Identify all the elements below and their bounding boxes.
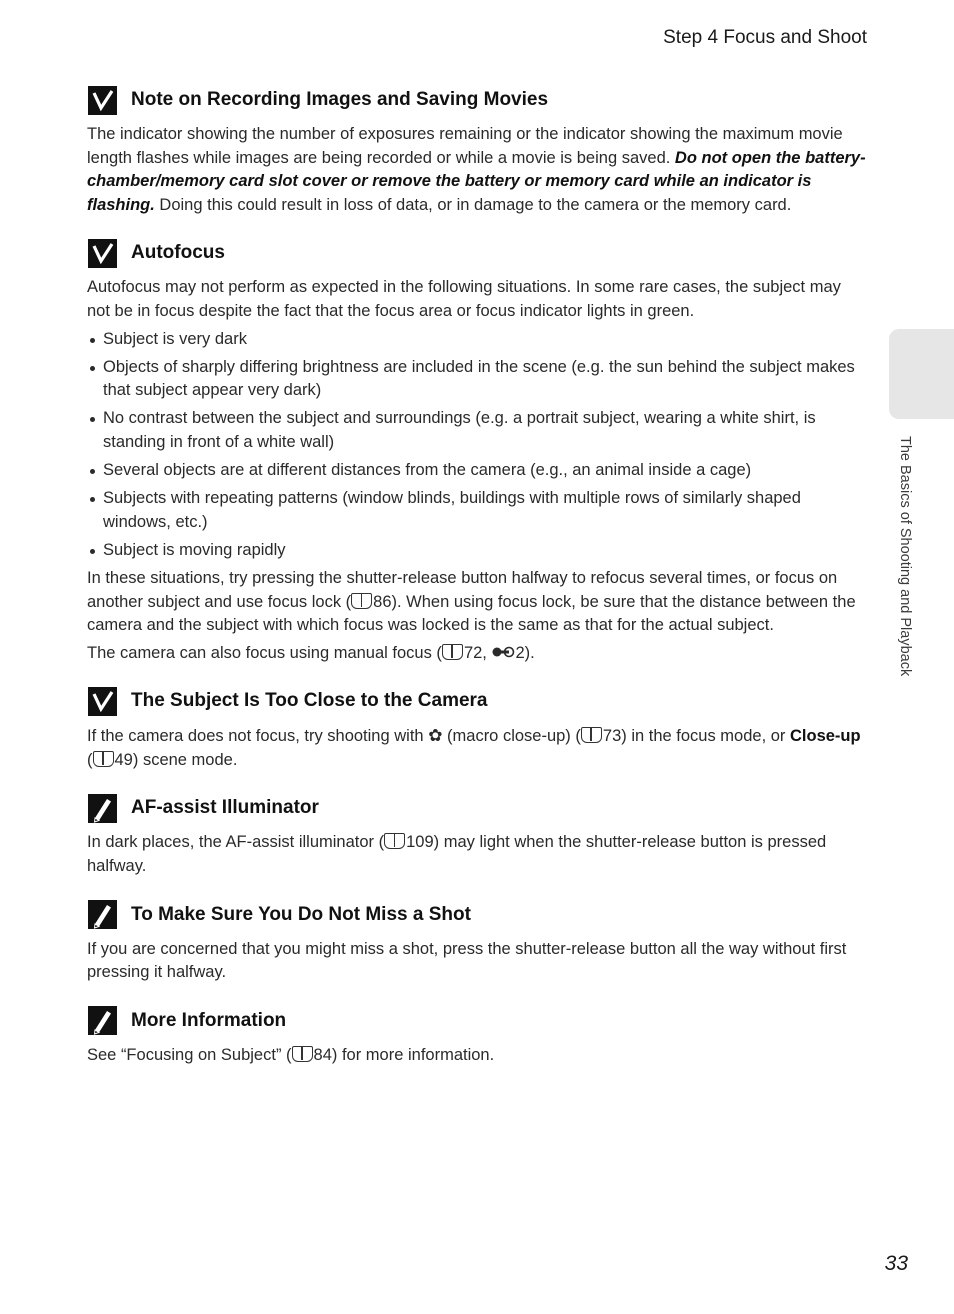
- list-item: Subjects with repeating patterns (window blinds, buildings with multiple rows of similarly shaped windows, etc.): [87, 487, 867, 534]
- reference-section-icon: [491, 644, 515, 660]
- section-heading: [87, 235, 867, 271]
- section-more-info: [87, 1003, 867, 1068]
- chapter-title: Step 4 Focus and Shoot: [663, 27, 867, 48]
- page-ref-icon: [93, 751, 114, 767]
- macro-icon: ✿: [428, 726, 443, 746]
- section-heading: [87, 897, 867, 933]
- section-heading: [87, 683, 867, 719]
- page-ref: 49: [114, 750, 133, 769]
- section-paragraph: Autofocus may not perform as expected in the following situations. In some rare cases, the subject may not be in focus despite the fact that the focus area or focus indicator lights in green.: [87, 278, 841, 320]
- page-ref: 86: [373, 592, 392, 611]
- page-ref: 84: [313, 1045, 332, 1064]
- section-paragraph: See “Focusing on Subject” ( 84) for more information.: [87, 1045, 495, 1064]
- list-item: No contrast between the subject and surroundings (e.g. a portrait subject, wearing a white shirt, is standing in front of a white wall): [87, 407, 867, 454]
- section-paragraph: In these situations, try pressing the shutter-release button halfway to refocus several times, or focus on another subject and use focus lock ( 86). When using focus lock, be sure that the distance between the camera and the subject with which focus was locked is the same as that for the actual subject.: [87, 568, 856, 635]
- page-content: [87, 82, 867, 1085]
- page-ref-icon: [292, 1046, 313, 1062]
- section-title: To Make Sure You Do Not Miss a Shot: [131, 903, 471, 925]
- list-item: Subject is very dark: [87, 328, 867, 352]
- note-pencil-icon: [88, 900, 117, 929]
- scene-mode-name: Close-up: [790, 727, 861, 746]
- section-title: More Information: [131, 1009, 287, 1031]
- page-ref: 109: [406, 833, 434, 852]
- section-title: The Subject Is Too Close to the Camera: [131, 690, 488, 712]
- section-paragraph: If you are concerned that you might miss a shot, press the shutter-release button all the way without first pressing it halfway.: [87, 939, 847, 982]
- page-ref-icon: [442, 644, 463, 660]
- page-ref-icon: [351, 593, 372, 609]
- page-ref-icon: [581, 727, 602, 743]
- warning-text: Do not open the battery-chamber/memory card slot cover or remove the battery or memory card while an indicator is flashing.: [87, 148, 866, 214]
- page-number: 33: [884, 1252, 908, 1275]
- section-paragraph: If the camera does not focus, try shooting with ✿ (macro close-up) ( 73) in the focus mode, or Close-up ( 49) scene mode.: [87, 726, 861, 769]
- section-autofocus: [87, 235, 867, 665]
- caution-check-icon: [88, 239, 117, 268]
- section-too-close: [87, 683, 867, 772]
- section-heading: [87, 1003, 867, 1039]
- section-miss-shot: [87, 897, 867, 985]
- section-paragraph: The indicator showing the number of exposures remaining or the indicator showing the maximum movie length flashes while images are being recorded or while a movie is being saved. Do not open the battery-chamber/memory card slot cover or remove the battery or memory card while an indicator is flashing. Doing this could result in loss of data, or in damage to the camera or the memory card.: [87, 125, 866, 214]
- section-heading: [87, 82, 867, 118]
- side-tab: [889, 329, 954, 419]
- note-pencil-icon: [88, 1006, 117, 1035]
- caution-check-icon: [88, 86, 117, 115]
- page-ref: 73: [602, 727, 622, 746]
- section-paragraph: The camera can also focus using manual focus ( 72, 2).: [87, 643, 535, 662]
- section-af-assist: [87, 790, 867, 878]
- section-recording-note: [87, 82, 867, 217]
- section-title: AF-assist Illuminator: [131, 797, 319, 819]
- section-title: Note on Recording Images and Saving Movies: [131, 89, 549, 110]
- list-item: Objects of sharply differing brightness are included in the scene (e.g. the sun behind the subject makes that subject appear very dark): [87, 356, 867, 403]
- note-pencil-icon: [88, 794, 117, 823]
- section-paragraph: In dark places, the AF-assist illuminator ( 109) may light when the shutter-release button is pressed halfway.: [87, 833, 827, 876]
- side-tab-label: The Basics of Shooting and Playback: [897, 436, 913, 677]
- caution-check-icon: [88, 687, 117, 716]
- page-ref: 2: [515, 643, 525, 662]
- section-heading: [87, 790, 867, 826]
- bullet-list: [87, 328, 867, 563]
- list-item: Subject is moving rapidly: [87, 539, 867, 563]
- page-ref-icon: [384, 833, 405, 849]
- section-title: Autofocus: [131, 242, 225, 264]
- page-ref: 72: [463, 643, 483, 662]
- list-item: Several objects are at different distances from the camera (e.g., an animal inside a cage): [87, 459, 867, 483]
